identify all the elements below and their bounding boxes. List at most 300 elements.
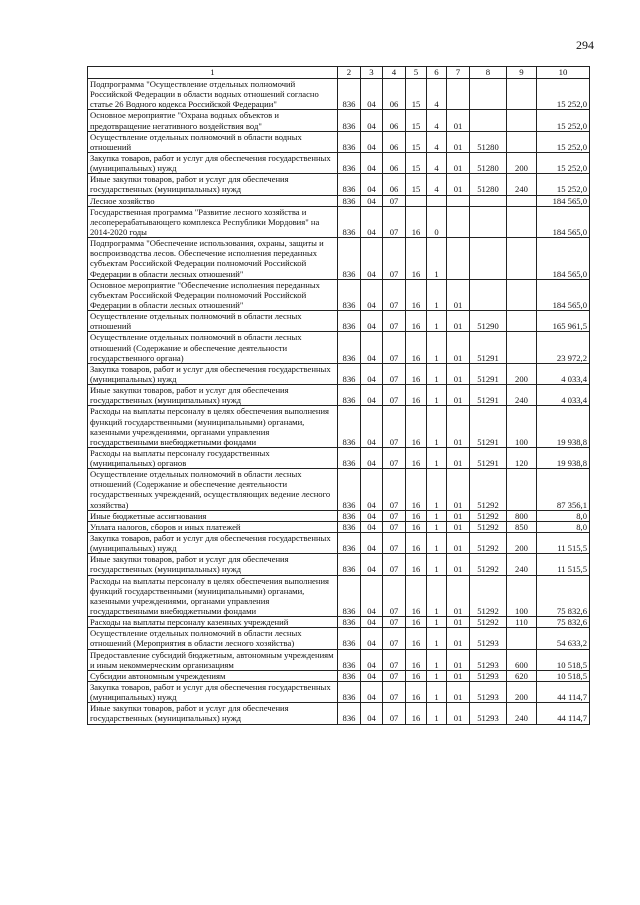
- subsection-code-cell: 07: [383, 385, 406, 406]
- section-code-cell: 04: [361, 174, 383, 195]
- subsection-code-cell: 07: [383, 406, 406, 448]
- program-code-cell: 16: [406, 533, 427, 554]
- subprogram-code-cell: 4: [427, 79, 447, 110]
- section-code-cell: 04: [361, 152, 383, 173]
- direction-code-cell: 51292: [470, 554, 507, 575]
- expense-type-code-cell: 110: [507, 617, 537, 628]
- column-header: 8: [470, 67, 507, 79]
- expense-type-code-cell: 200: [507, 533, 537, 554]
- measure-code-cell: 01: [447, 510, 470, 521]
- measure-code-cell: 01: [447, 174, 470, 195]
- budget-table: [87, 66, 590, 725]
- measure-code-cell: 01: [447, 406, 470, 448]
- amount-cell: 11 515,5: [537, 533, 590, 554]
- table-row: [88, 628, 590, 649]
- row-name: Основное мероприятие "Охрана водных объектов и предотвращение негативного воздействия вод": [88, 110, 338, 131]
- subsection-code-cell: 07: [383, 195, 406, 206]
- program-code-cell: 16: [406, 311, 427, 332]
- direction-code-cell: 51292: [470, 533, 507, 554]
- ministry-code-cell: 836: [338, 238, 361, 280]
- table-row: [88, 385, 590, 406]
- subprogram-code-cell: 1: [427, 238, 447, 280]
- ministry-code-cell: 836: [338, 195, 361, 206]
- column-header: 2: [338, 67, 361, 79]
- table-row: [88, 554, 590, 575]
- program-code-cell: 16: [406, 363, 427, 384]
- measure-code-cell: 01: [447, 628, 470, 649]
- table-row: [88, 682, 590, 703]
- expense-type-code-cell: 620: [507, 670, 537, 681]
- subsection-code-cell: 07: [383, 575, 406, 617]
- table-row: [88, 110, 590, 131]
- row-name: Закупка товаров, работ и услуг для обеспечения государственных (муниципальных) нужд: [88, 363, 338, 384]
- direction-code-cell: 51292: [470, 521, 507, 532]
- ministry-code-cell: 836: [338, 311, 361, 332]
- program-code-cell: 16: [406, 628, 427, 649]
- subprogram-code-cell: 1: [427, 363, 447, 384]
- section-code-cell: 04: [361, 533, 383, 554]
- subsection-code-cell: 06: [383, 110, 406, 131]
- ministry-code-cell: 836: [338, 152, 361, 173]
- ministry-code-cell: 836: [338, 670, 361, 681]
- amount-cell: 44 114,7: [537, 703, 590, 724]
- subsection-code-cell: 07: [383, 332, 406, 363]
- measure-code-cell: 01: [447, 469, 470, 511]
- expense-type-code-cell: 600: [507, 649, 537, 670]
- expense-type-code-cell: 200: [507, 363, 537, 384]
- amount-cell: 184 565,0: [537, 206, 590, 237]
- expense-type-code-cell: [507, 628, 537, 649]
- row-name: Осуществление отдельных полномочий в области лесных отношений: [88, 311, 338, 332]
- expense-type-code-cell: [507, 311, 537, 332]
- section-code-cell: 04: [361, 554, 383, 575]
- column-header: 10: [537, 67, 590, 79]
- row-name: Уплата налогов, сборов и иных платежей: [88, 521, 338, 532]
- section-code-cell: 04: [361, 617, 383, 628]
- subsection-code-cell: 06: [383, 79, 406, 110]
- ministry-code-cell: 836: [338, 703, 361, 724]
- table-row: [88, 311, 590, 332]
- ministry-code-cell: 836: [338, 533, 361, 554]
- row-name: Осуществление отдельных полномочий в области лесных отношений (Содержание и обеспечение деятельности государственного органа): [88, 332, 338, 363]
- direction-code-cell: 51293: [470, 670, 507, 681]
- program-code-cell: 16: [406, 385, 427, 406]
- measure-code-cell: 01: [447, 670, 470, 681]
- row-name: Закупка товаров, работ и услуг для обеспечения государственных (муниципальных) нужд: [88, 152, 338, 173]
- subprogram-code-cell: 1: [427, 533, 447, 554]
- measure-code-cell: 01: [447, 554, 470, 575]
- subsection-code-cell: 06: [383, 152, 406, 173]
- ministry-code-cell: 836: [338, 521, 361, 532]
- direction-code-cell: [470, 279, 507, 310]
- section-code-cell: 04: [361, 406, 383, 448]
- row-name: Иные закупки товаров, работ и услуг для обеспечения государственных (муниципальных) нужд: [88, 554, 338, 575]
- table-row: [88, 279, 590, 310]
- measure-code-cell: 01: [447, 682, 470, 703]
- table-row: [88, 521, 590, 532]
- section-code-cell: 04: [361, 363, 383, 384]
- subsection-code-cell: 07: [383, 469, 406, 511]
- table-row: [88, 670, 590, 681]
- subsection-code-cell: 07: [383, 554, 406, 575]
- amount-cell: 10 518,5: [537, 649, 590, 670]
- ministry-code-cell: 836: [338, 131, 361, 152]
- subsection-code-cell: 07: [383, 670, 406, 681]
- direction-code-cell: 51291: [470, 363, 507, 384]
- subsection-code-cell: 06: [383, 174, 406, 195]
- row-name: Осуществление отдельных полномочий в области водных отношений: [88, 131, 338, 152]
- row-name: Основное мероприятие "Обеспечение исполнения переданных субъектам Российской Федерации полномочий Российской Федерации в области лесных отношений": [88, 279, 338, 310]
- subsection-code-cell: 07: [383, 238, 406, 280]
- measure-code-cell: 01: [447, 575, 470, 617]
- expense-type-code-cell: 200: [507, 682, 537, 703]
- section-code-cell: 04: [361, 469, 383, 511]
- table-row: [88, 469, 590, 511]
- table-row: [88, 79, 590, 110]
- direction-code-cell: [470, 206, 507, 237]
- row-name: Закупка товаров, работ и услуг для обеспечения государственных (муниципальных) нужд: [88, 682, 338, 703]
- ministry-code-cell: 836: [338, 447, 361, 468]
- expense-type-code-cell: [507, 238, 537, 280]
- direction-code-cell: 51293: [470, 649, 507, 670]
- subsection-code-cell: 07: [383, 628, 406, 649]
- section-code-cell: 04: [361, 206, 383, 237]
- amount-cell: 15 252,0: [537, 174, 590, 195]
- subprogram-code-cell: 1: [427, 703, 447, 724]
- program-code-cell: 15: [406, 131, 427, 152]
- subprogram-code-cell: 1: [427, 469, 447, 511]
- subsection-code-cell: 07: [383, 363, 406, 384]
- row-name: Иные закупки товаров, работ и услуг для обеспечения государственных (муниципальных) нужд: [88, 174, 338, 195]
- expense-type-code-cell: 240: [507, 385, 537, 406]
- subsection-code-cell: 07: [383, 206, 406, 237]
- expense-type-code-cell: [507, 131, 537, 152]
- subsection-code-cell: 07: [383, 703, 406, 724]
- expense-type-code-cell: 120: [507, 447, 537, 468]
- section-code-cell: 04: [361, 332, 383, 363]
- subprogram-code-cell: 4: [427, 152, 447, 173]
- column-header: 1: [88, 67, 338, 79]
- subprogram-code-cell: 4: [427, 174, 447, 195]
- program-code-cell: 15: [406, 110, 427, 131]
- measure-code-cell: 01: [447, 131, 470, 152]
- table-row: [88, 406, 590, 448]
- subprogram-code-cell: 1: [427, 332, 447, 363]
- amount-cell: 184 565,0: [537, 279, 590, 310]
- amount-cell: 75 832,6: [537, 617, 590, 628]
- measure-code-cell: 01: [447, 152, 470, 173]
- section-code-cell: 04: [361, 682, 383, 703]
- section-code-cell: 04: [361, 447, 383, 468]
- direction-code-cell: 51293: [470, 682, 507, 703]
- program-code-cell: 16: [406, 649, 427, 670]
- expense-type-code-cell: 850: [507, 521, 537, 532]
- section-code-cell: 04: [361, 521, 383, 532]
- expense-type-code-cell: 100: [507, 406, 537, 448]
- program-code-cell: [406, 195, 427, 206]
- direction-code-cell: 51280: [470, 152, 507, 173]
- measure-code-cell: [447, 206, 470, 237]
- table-row: [88, 238, 590, 280]
- table-row: [88, 332, 590, 363]
- measure-code-cell: [447, 238, 470, 280]
- ministry-code-cell: 836: [338, 469, 361, 511]
- subsection-code-cell: 07: [383, 279, 406, 310]
- section-code-cell: 04: [361, 385, 383, 406]
- subprogram-code-cell: 4: [427, 131, 447, 152]
- program-code-cell: 16: [406, 406, 427, 448]
- row-name: Иные закупки товаров, работ и услуг для обеспечения государственных (муниципальных) нужд: [88, 703, 338, 724]
- program-code-cell: 16: [406, 238, 427, 280]
- measure-code-cell: 01: [447, 110, 470, 131]
- program-code-cell: 15: [406, 174, 427, 195]
- amount-cell: 54 633,2: [537, 628, 590, 649]
- ministry-code-cell: 836: [338, 406, 361, 448]
- measure-code-cell: 01: [447, 363, 470, 384]
- direction-code-cell: [470, 195, 507, 206]
- subsection-code-cell: 07: [383, 617, 406, 628]
- row-name: Иные закупки товаров, работ и услуг для обеспечения государственных (муниципальных) нужд: [88, 385, 338, 406]
- program-code-cell: 16: [406, 703, 427, 724]
- subprogram-code-cell: 1: [427, 279, 447, 310]
- subprogram-code-cell: 1: [427, 311, 447, 332]
- subprogram-code-cell: 1: [427, 649, 447, 670]
- amount-cell: 4 033,4: [537, 385, 590, 406]
- program-code-cell: 16: [406, 469, 427, 511]
- expense-type-code-cell: [507, 469, 537, 511]
- subprogram-code-cell: 1: [427, 385, 447, 406]
- ministry-code-cell: 836: [338, 110, 361, 131]
- table-row: [88, 617, 590, 628]
- subsection-code-cell: 07: [383, 682, 406, 703]
- amount-cell: 75 832,6: [537, 575, 590, 617]
- amount-cell: 15 252,0: [537, 79, 590, 110]
- amount-cell: 184 565,0: [537, 195, 590, 206]
- row-name: Предоставление субсидий бюджетным, автономным учреждениям и иным некоммерческим организациям: [88, 649, 338, 670]
- table-row: [88, 533, 590, 554]
- program-code-cell: 16: [406, 554, 427, 575]
- ministry-code-cell: 836: [338, 79, 361, 110]
- direction-code-cell: 51280: [470, 131, 507, 152]
- subsection-code-cell: 07: [383, 521, 406, 532]
- amount-cell: 11 515,5: [537, 554, 590, 575]
- page-number: 294: [576, 38, 594, 52]
- row-name: Подпрограмма "Осуществление отдельных полномочий Российской Федерации в области водных отношений согласно статье 26 Водного кодекса Российской Федерации": [88, 79, 338, 110]
- subprogram-code-cell: 0: [427, 206, 447, 237]
- section-code-cell: 04: [361, 649, 383, 670]
- section-code-cell: 04: [361, 279, 383, 310]
- ministry-code-cell: 836: [338, 628, 361, 649]
- direction-code-cell: 51293: [470, 703, 507, 724]
- amount-cell: 23 972,2: [537, 332, 590, 363]
- ministry-code-cell: 836: [338, 363, 361, 384]
- ministry-code-cell: 836: [338, 279, 361, 310]
- program-code-cell: 16: [406, 510, 427, 521]
- subprogram-code-cell: 1: [427, 510, 447, 521]
- table-row: [88, 195, 590, 206]
- ministry-code-cell: 836: [338, 332, 361, 363]
- direction-code-cell: [470, 110, 507, 131]
- amount-cell: 4 033,4: [537, 363, 590, 384]
- measure-code-cell: 01: [447, 533, 470, 554]
- subprogram-code-cell: 1: [427, 617, 447, 628]
- ministry-code-cell: 836: [338, 554, 361, 575]
- column-header: 4: [383, 67, 406, 79]
- table-row: [88, 363, 590, 384]
- measure-code-cell: 01: [447, 703, 470, 724]
- subsection-code-cell: 07: [383, 311, 406, 332]
- ministry-code-cell: 836: [338, 575, 361, 617]
- row-name: Расходы на выплаты персоналу в целях обеспечения выполнения функций государственными (муниципальными) органами, казенными учреждениями, органами управления государственными внебюджетными фондами: [88, 406, 338, 448]
- expense-type-code-cell: [507, 206, 537, 237]
- column-header: 7: [447, 67, 470, 79]
- measure-code-cell: 01: [447, 311, 470, 332]
- subprogram-code-cell: [427, 195, 447, 206]
- row-name: Расходы на выплаты персоналу государственных (муниципальных) органов: [88, 447, 338, 468]
- section-code-cell: 04: [361, 575, 383, 617]
- subsection-code-cell: 07: [383, 649, 406, 670]
- direction-code-cell: 51292: [470, 469, 507, 511]
- table-row: [88, 152, 590, 173]
- expense-type-code-cell: 240: [507, 554, 537, 575]
- expense-type-code-cell: [507, 110, 537, 131]
- expense-type-code-cell: 240: [507, 703, 537, 724]
- measure-code-cell: [447, 79, 470, 110]
- row-name: Осуществление отдельных полномочий в области лесных отношений (Содержание и обеспечение деятельности государственных учреждений, осуществляющих ведение лесного хозяйства): [88, 469, 338, 511]
- subprogram-code-cell: 1: [427, 406, 447, 448]
- program-code-cell: 15: [406, 79, 427, 110]
- expense-type-code-cell: 240: [507, 174, 537, 195]
- direction-code-cell: 51290: [470, 311, 507, 332]
- subsection-code-cell: 07: [383, 510, 406, 521]
- subprogram-code-cell: 1: [427, 682, 447, 703]
- direction-code-cell: 51292: [470, 575, 507, 617]
- table-header-row: [88, 67, 590, 79]
- ministry-code-cell: 836: [338, 385, 361, 406]
- program-code-cell: 16: [406, 575, 427, 617]
- direction-code-cell: 51280: [470, 174, 507, 195]
- direction-code-cell: 51291: [470, 385, 507, 406]
- direction-code-cell: [470, 79, 507, 110]
- measure-code-cell: 01: [447, 521, 470, 532]
- program-code-cell: 16: [406, 682, 427, 703]
- section-code-cell: 04: [361, 703, 383, 724]
- program-code-cell: 16: [406, 521, 427, 532]
- amount-cell: 44 114,7: [537, 682, 590, 703]
- amount-cell: 184 565,0: [537, 238, 590, 280]
- program-code-cell: 15: [406, 152, 427, 173]
- ministry-code-cell: 836: [338, 174, 361, 195]
- program-code-cell: 16: [406, 206, 427, 237]
- program-code-cell: 16: [406, 332, 427, 363]
- table-row: [88, 649, 590, 670]
- section-code-cell: 04: [361, 195, 383, 206]
- subsection-code-cell: 07: [383, 533, 406, 554]
- subsection-code-cell: 07: [383, 447, 406, 468]
- row-name: Закупка товаров, работ и услуг для обеспечения государственных (муниципальных) нужд: [88, 533, 338, 554]
- amount-cell: 165 961,5: [537, 311, 590, 332]
- amount-cell: 87 356,1: [537, 469, 590, 511]
- column-header: 6: [427, 67, 447, 79]
- expense-type-code-cell: [507, 195, 537, 206]
- measure-code-cell: [447, 195, 470, 206]
- direction-code-cell: 51292: [470, 617, 507, 628]
- ministry-code-cell: 836: [338, 206, 361, 237]
- amount-cell: 8,0: [537, 510, 590, 521]
- section-code-cell: 04: [361, 311, 383, 332]
- column-header: 3: [361, 67, 383, 79]
- amount-cell: 10 518,5: [537, 670, 590, 681]
- measure-code-cell: 01: [447, 385, 470, 406]
- row-name: Иные бюджетные ассигнования: [88, 510, 338, 521]
- subprogram-code-cell: 1: [427, 447, 447, 468]
- measure-code-cell: 01: [447, 649, 470, 670]
- direction-code-cell: [470, 238, 507, 280]
- amount-cell: 15 252,0: [537, 110, 590, 131]
- expense-type-code-cell: [507, 332, 537, 363]
- expense-type-code-cell: [507, 279, 537, 310]
- ministry-code-cell: 836: [338, 510, 361, 521]
- measure-code-cell: 01: [447, 447, 470, 468]
- expense-type-code-cell: 800: [507, 510, 537, 521]
- section-code-cell: 04: [361, 628, 383, 649]
- row-name: Лесное хозяйство: [88, 195, 338, 206]
- row-name: Субсидии автономным учреждениям: [88, 670, 338, 681]
- section-code-cell: 04: [361, 510, 383, 521]
- direction-code-cell: 51292: [470, 510, 507, 521]
- direction-code-cell: 51291: [470, 447, 507, 468]
- direction-code-cell: 51293: [470, 628, 507, 649]
- table-row: [88, 174, 590, 195]
- measure-code-cell: 01: [447, 617, 470, 628]
- section-code-cell: 04: [361, 238, 383, 280]
- section-code-cell: 04: [361, 110, 383, 131]
- amount-cell: 15 252,0: [537, 152, 590, 173]
- subsection-code-cell: 06: [383, 131, 406, 152]
- table-row: [88, 510, 590, 521]
- program-code-cell: 16: [406, 279, 427, 310]
- table-row: [88, 575, 590, 617]
- subprogram-code-cell: 1: [427, 554, 447, 575]
- measure-code-cell: 01: [447, 279, 470, 310]
- subprogram-code-cell: 1: [427, 670, 447, 681]
- ministry-code-cell: 836: [338, 682, 361, 703]
- table-row: [88, 703, 590, 724]
- ministry-code-cell: 836: [338, 617, 361, 628]
- amount-cell: 8,0: [537, 521, 590, 532]
- section-code-cell: 04: [361, 131, 383, 152]
- measure-code-cell: 01: [447, 332, 470, 363]
- row-name: Осуществление отдельных полномочий в области лесных отношений (Мероприятия в области лесного хозяйства): [88, 628, 338, 649]
- subprogram-code-cell: 1: [427, 628, 447, 649]
- ministry-code-cell: 836: [338, 649, 361, 670]
- row-name: Подпрограмма "Обеспечение использования, охраны, защиты и воспроизводства лесов. Обеспечение исполнения переданных субъектам Российской Федерации полномочий Российской Федерации в области лесных отношений": [88, 238, 338, 280]
- program-code-cell: 16: [406, 617, 427, 628]
- subprogram-code-cell: 1: [427, 575, 447, 617]
- row-name: Государственная программа "Развитие лесного хозяйства и лесоперерабатывающего комплекса Республики Мордовия" на 2014-2020 годы: [88, 206, 338, 237]
- column-header: 9: [507, 67, 537, 79]
- section-code-cell: 04: [361, 79, 383, 110]
- subprogram-code-cell: 1: [427, 521, 447, 532]
- table-row: [88, 206, 590, 237]
- direction-code-cell: 51291: [470, 406, 507, 448]
- row-name: Расходы на выплаты персоналу казенных учреждений: [88, 617, 338, 628]
- amount-cell: 19 938,8: [537, 447, 590, 468]
- direction-code-cell: 51291: [470, 332, 507, 363]
- row-name: Расходы на выплаты персоналу в целях обеспечения выполнения функций государственными (муниципальными) органами, казенными учреждениями, органами управления государственными внебюджетными фондами: [88, 575, 338, 617]
- expense-type-code-cell: 100: [507, 575, 537, 617]
- amount-cell: 15 252,0: [537, 131, 590, 152]
